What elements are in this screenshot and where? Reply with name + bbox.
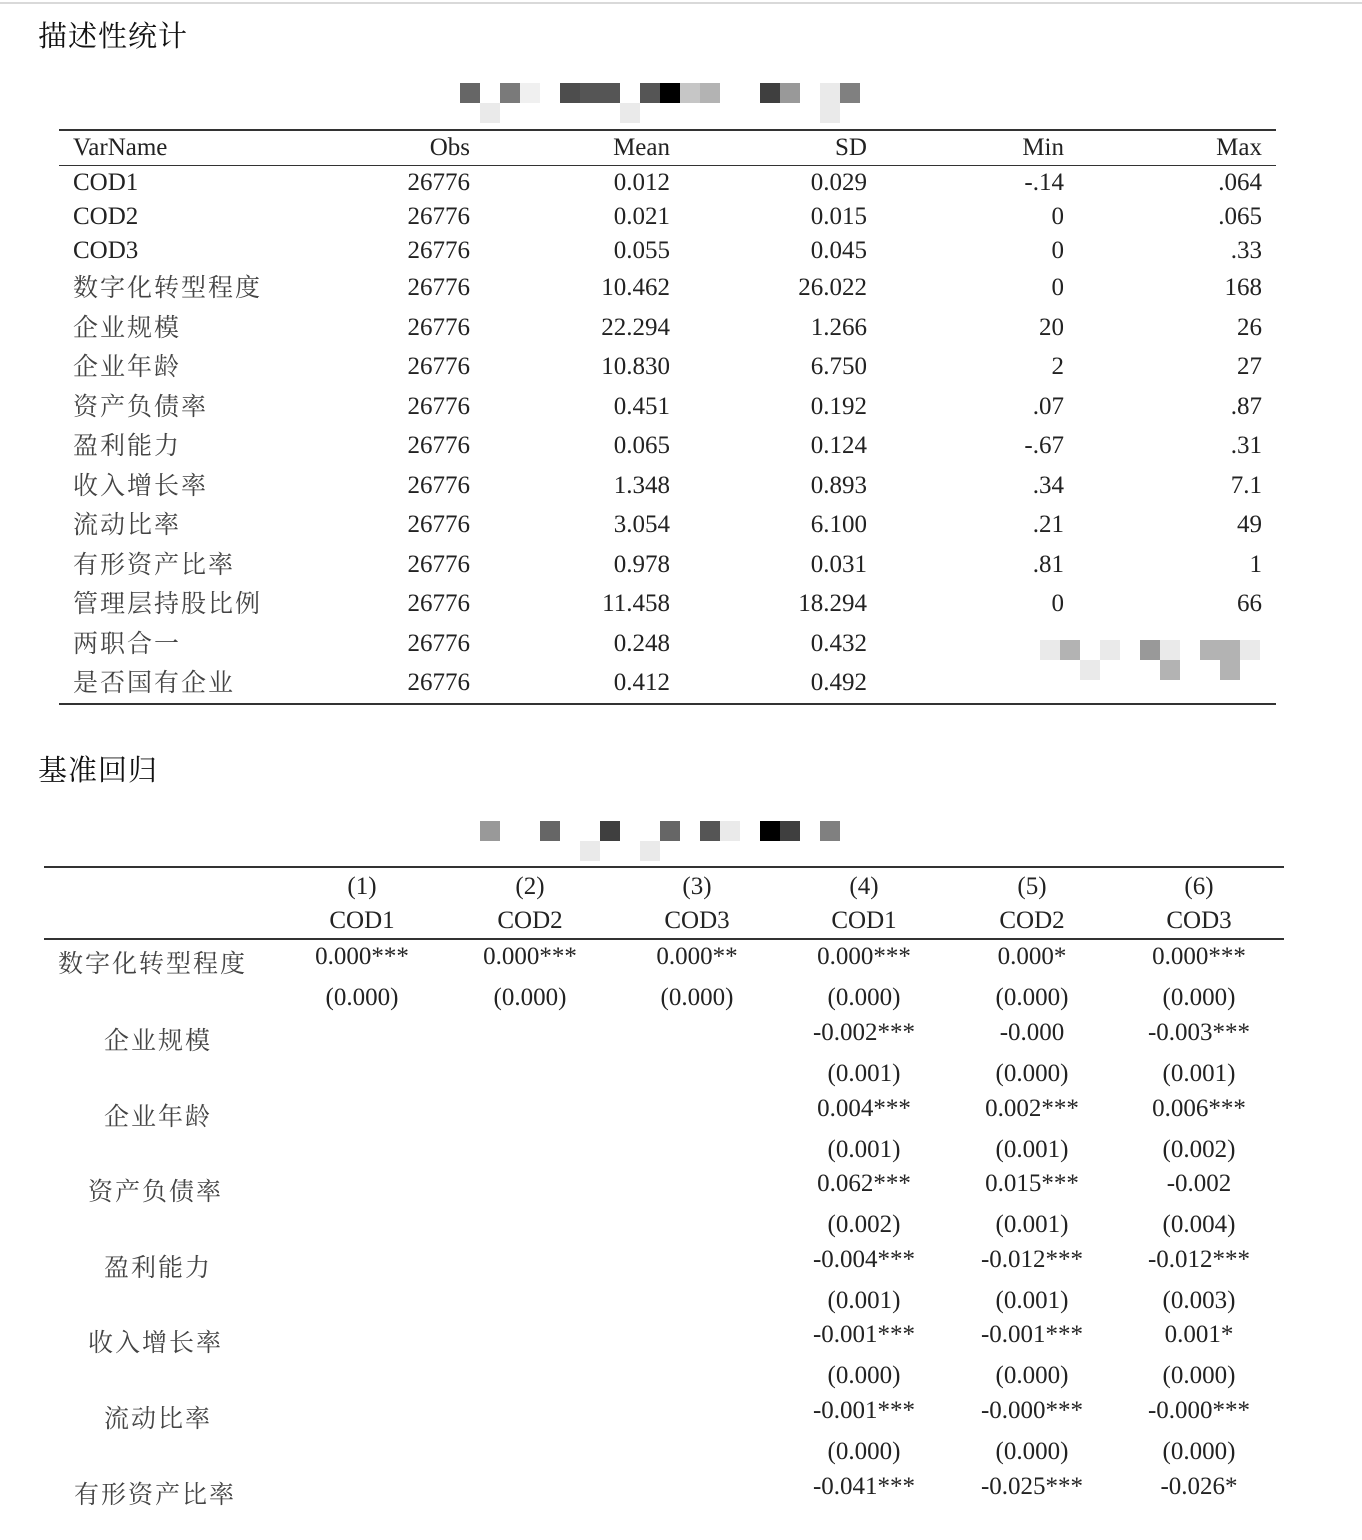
- mosaic-tile: [1100, 640, 1120, 660]
- mosaic-tile: [720, 821, 740, 841]
- mosaic-tile: [1040, 640, 1060, 660]
- section-title-regression: 基准回归: [38, 753, 159, 787]
- mosaic-tile: [660, 83, 680, 103]
- cell-mean: 0.451: [613, 392, 670, 420]
- cell-varname: 收入增长率: [73, 470, 209, 500]
- table-row: [59, 166, 1276, 200]
- mosaic-tile: [1060, 640, 1080, 660]
- coefficient-cell: -0.041***: [812, 1472, 916, 1500]
- table-row: [59, 200, 1276, 234]
- std-error-cell: (0.000): [827, 1362, 901, 1390]
- redacted-caption-2: [480, 818, 860, 858]
- table-row: [59, 347, 1276, 387]
- cell-min: 0: [1051, 274, 1064, 301]
- row-variable: 收入增长率: [88, 1328, 224, 1358]
- coefficient-cell: 0.000*: [997, 943, 1067, 970]
- row-variable: 企业年龄: [104, 1101, 213, 1131]
- cell-mean: 0.012: [613, 169, 670, 196]
- coefficient-cell: -0.003***: [1147, 1019, 1251, 1046]
- coefficient-cell: 0.000***: [1152, 943, 1246, 970]
- header-min: Min: [1022, 134, 1064, 161]
- mosaic-tile: [600, 83, 620, 103]
- std-error-cell: (0.003): [1162, 1286, 1236, 1314]
- cell-sd: 0.029: [810, 169, 867, 196]
- cell-min: -.67: [1024, 432, 1064, 459]
- cell-max: 7.1: [1230, 471, 1262, 499]
- mosaic-tile: [760, 821, 780, 841]
- cell-max: 66: [1237, 590, 1262, 617]
- mosaic-tile: [1080, 660, 1100, 680]
- column-number: (1): [347, 873, 377, 900]
- std-error-cell: (0.000): [660, 984, 734, 1011]
- std-error-cell: (0.001): [995, 1286, 1069, 1314]
- cell-max: .064: [1218, 169, 1262, 196]
- mosaic-tile: [640, 841, 660, 861]
- coefficient-cell: -0.025***: [980, 1472, 1084, 1500]
- cell-sd: 0.015: [810, 203, 867, 230]
- cell-min: .81: [1032, 550, 1064, 578]
- coefficient-cell: 0.062***: [817, 1170, 911, 1198]
- section-title-descriptive: 描述性统计: [38, 19, 189, 53]
- mosaic-tile: [600, 821, 620, 841]
- std-error-cell: (0.000): [1162, 1362, 1236, 1390]
- column-number: (3): [682, 873, 712, 900]
- mosaic-tile: [520, 83, 540, 103]
- mosaic-tile: [1220, 660, 1240, 680]
- coefficient-cell: -0.026*: [1160, 1472, 1238, 1500]
- table-row: [59, 387, 1276, 427]
- mosaic-tile: [580, 841, 600, 861]
- std-error-cell: (0.000): [1162, 984, 1236, 1011]
- cell-obs: 26776: [407, 590, 470, 617]
- mosaic-tile: [480, 103, 500, 123]
- cell-obs: 26776: [407, 511, 470, 538]
- cell-min: 2: [1051, 353, 1064, 380]
- mosaic-tile: [780, 83, 800, 103]
- cell-mean: 3.054: [613, 511, 670, 538]
- cell-sd: 6.750: [810, 353, 867, 380]
- cell-varname: 两职合一: [73, 628, 182, 658]
- mosaic-tile: [820, 821, 840, 841]
- row-variable: 企业规模: [104, 1026, 213, 1055]
- row-variable: 有形资产比率: [74, 1479, 237, 1509]
- table-row: [59, 505, 1276, 545]
- coefficient-cell: 0.000**: [656, 943, 738, 970]
- cell-sd: 18.294: [798, 590, 867, 617]
- coefficient-cell: -0.001***: [812, 1321, 916, 1349]
- cell-max: 27: [1237, 353, 1262, 380]
- cell-mean: 0.055: [613, 237, 670, 264]
- reg-header-row: [44, 868, 1284, 938]
- cell-mean: 0.065: [613, 432, 670, 459]
- cell-mean: 1.348: [613, 471, 670, 499]
- coefficient-cell: -0.002***: [812, 1019, 916, 1046]
- table-row: [59, 234, 1276, 268]
- cell-varname: 管理层持股比例: [73, 589, 263, 618]
- mosaic-tile: [560, 83, 580, 103]
- column-dependent-var: COD2: [497, 907, 563, 934]
- coefficient-cell: 0.001*: [1164, 1321, 1234, 1349]
- row-variable: 盈利能力: [104, 1252, 213, 1282]
- cell-sd: 0.045: [810, 237, 867, 264]
- mosaic-tile: [500, 83, 520, 103]
- column-number: (5): [1017, 873, 1047, 900]
- mosaic-tile: [840, 83, 860, 103]
- coefficient-cell: -0.000: [999, 1019, 1065, 1046]
- column-dependent-var: COD1: [329, 907, 395, 934]
- cell-obs: 26776: [407, 237, 470, 264]
- table-row: [59, 584, 1276, 624]
- header-sd: SD: [835, 134, 867, 161]
- table-row: [59, 466, 1276, 506]
- redacted-cells: [1040, 640, 1262, 685]
- cell-obs: 26776: [407, 274, 470, 301]
- mosaic-tile: [700, 821, 720, 841]
- coefficient-cell: 0.000***: [483, 943, 577, 970]
- std-error-cell: (0.000): [493, 984, 567, 1011]
- cell-varname: 企业规模: [73, 312, 182, 342]
- coefficient-cell: 0.004***: [817, 1094, 911, 1122]
- mosaic-tile: [1220, 640, 1240, 660]
- reg-body: [44, 940, 1284, 1540]
- cell-min: 0: [1051, 203, 1064, 230]
- cell-sd: 0.492: [810, 669, 867, 696]
- coefficient-cell: 0.006***: [1152, 1094, 1246, 1122]
- cell-varname: COD3: [73, 237, 139, 264]
- table-header-row: [59, 131, 1276, 165]
- row-variable: 流动比率: [104, 1404, 213, 1433]
- cell-sd: 1.266: [810, 313, 867, 341]
- cell-max: 1: [1249, 550, 1262, 578]
- header-max: Max: [1216, 134, 1262, 161]
- mosaic-tile: [580, 83, 600, 103]
- cell-mean: 22.294: [601, 313, 670, 341]
- cell-min: .34: [1032, 471, 1064, 499]
- mosaic-tile: [460, 83, 480, 103]
- coefficient-cell: -0.001***: [812, 1397, 916, 1424]
- cell-sd: 26.022: [798, 274, 867, 301]
- table-row: [59, 545, 1276, 585]
- mosaic-tile: [1240, 640, 1260, 660]
- std-error-cell: (0.000): [995, 1060, 1069, 1087]
- cell-varname: 资产负债率: [73, 391, 209, 421]
- cell-max: 49: [1237, 511, 1262, 538]
- column-number: (2): [515, 873, 545, 900]
- coefficient-cell: 0.002***: [985, 1094, 1079, 1122]
- cell-mean: 0.978: [613, 550, 670, 578]
- table-row: [59, 308, 1276, 348]
- std-error-cell: (0.002): [1162, 1135, 1236, 1163]
- std-error-cell: (0.004): [1162, 1211, 1236, 1239]
- cell-varname: 是否国有企业: [73, 668, 236, 697]
- mosaic-tile: [680, 83, 700, 103]
- cell-varname: 有形资产比率: [73, 549, 236, 579]
- cell-max: .33: [1230, 237, 1262, 264]
- mosaic-tile: [480, 821, 500, 841]
- row-variable: 资产负债率: [88, 1177, 224, 1207]
- coefficient-cell: -0.001***: [980, 1321, 1084, 1349]
- std-error-cell: (0.001): [995, 1211, 1069, 1239]
- cell-obs: 26776: [407, 203, 470, 230]
- std-error-cell: (0.001): [995, 1135, 1069, 1163]
- cell-mean: 0.412: [613, 669, 670, 696]
- coefficient-cell: 0.000***: [315, 943, 409, 970]
- cell-sd: 0.031: [810, 550, 867, 578]
- mosaic-tile: [700, 83, 720, 103]
- mosaic-tile: [820, 83, 840, 103]
- header-mean: Mean: [613, 134, 670, 161]
- cell-max: .065: [1218, 203, 1262, 230]
- cell-obs: 26776: [407, 432, 470, 459]
- cell-obs: 26776: [407, 669, 470, 696]
- coefficient-cell: -0.000***: [980, 1397, 1084, 1424]
- cell-min: 20: [1039, 313, 1064, 341]
- std-error-cell: (0.000): [325, 984, 399, 1011]
- coefficient-cell: -0.012***: [1147, 1245, 1251, 1273]
- mosaic-tile: [1160, 640, 1180, 660]
- coefficient-cell: 0.000***: [817, 943, 911, 970]
- cell-obs: 26776: [407, 392, 470, 420]
- std-error-cell: (0.002): [827, 1211, 901, 1239]
- coefficient-cell: -0.000***: [1147, 1397, 1251, 1424]
- descriptive-stats-table: [59, 129, 1276, 705]
- mosaic-tile: [1140, 640, 1160, 660]
- cell-min: .07: [1032, 392, 1064, 420]
- table-row: [59, 268, 1276, 308]
- cell-min: 0: [1051, 237, 1064, 264]
- mosaic-tile: [620, 103, 640, 123]
- cell-max: .87: [1230, 392, 1262, 420]
- mosaic-tile: [760, 83, 780, 103]
- cell-obs: 26776: [407, 629, 470, 657]
- std-error-cell: (0.000): [995, 1438, 1069, 1465]
- cell-varname: COD2: [73, 203, 139, 230]
- std-error-cell: (0.000): [827, 1438, 901, 1465]
- std-error-cell: (0.000): [1162, 1438, 1236, 1465]
- cell-obs: 26776: [407, 353, 470, 380]
- coefficient-cell: -0.004***: [812, 1245, 916, 1273]
- coefficient-cell: -0.012***: [980, 1245, 1084, 1273]
- cell-varname: 流动比率: [73, 510, 182, 539]
- cell-obs: 26776: [407, 550, 470, 578]
- row-variable: 数字化转型程度: [58, 949, 248, 978]
- cell-min: -.14: [1024, 169, 1064, 196]
- cell-max: .31: [1230, 432, 1262, 459]
- cell-min: 0: [1051, 590, 1064, 617]
- cell-mean: 0.248: [613, 629, 670, 657]
- mosaic-tile: [1200, 640, 1220, 660]
- column-number: (6): [1184, 873, 1214, 900]
- table-body: [59, 166, 1276, 703]
- cell-mean: 11.458: [602, 590, 670, 617]
- cell-mean: 10.830: [601, 353, 670, 380]
- cell-sd: 0.893: [810, 471, 867, 499]
- header-varname: VarName: [73, 134, 168, 161]
- cell-sd: 0.192: [810, 392, 867, 420]
- cell-sd: 6.100: [810, 511, 867, 538]
- std-error-cell: (0.000): [827, 984, 901, 1011]
- cell-varname: COD1: [73, 169, 139, 196]
- cell-varname: 企业年龄: [73, 352, 182, 381]
- column-dependent-var: COD3: [1166, 907, 1232, 934]
- header-obs: Obs: [429, 134, 470, 161]
- std-error-cell: (0.001): [827, 1060, 901, 1087]
- cell-min: .21: [1032, 511, 1064, 538]
- mosaic-tile: [780, 821, 800, 841]
- mosaic-tile: [640, 83, 660, 103]
- std-error-cell: (0.000): [995, 1362, 1069, 1390]
- cell-varname: 盈利能力: [73, 431, 182, 460]
- coefficient-cell: -0.002: [1166, 1170, 1232, 1198]
- table-row: [59, 426, 1276, 466]
- mosaic-tile: [1160, 660, 1180, 680]
- table-bottom-rule: [59, 703, 1276, 705]
- regression-table: [44, 866, 1284, 1540]
- std-error-cell: (0.001): [827, 1286, 901, 1314]
- redacted-caption-1: [460, 80, 880, 120]
- coefficient-cell: 0.015***: [985, 1170, 1079, 1198]
- std-error-cell: (0.000): [995, 984, 1069, 1011]
- cell-mean: 10.462: [601, 274, 670, 301]
- top-divider: [0, 2, 1362, 4]
- cell-sd: 0.432: [810, 629, 867, 657]
- mosaic-tile: [820, 103, 840, 123]
- column-dependent-var: COD3: [664, 907, 730, 934]
- cell-obs: 26776: [407, 471, 470, 499]
- cell-obs: 26776: [407, 313, 470, 341]
- std-error-cell: (0.001): [827, 1135, 901, 1163]
- mosaic-tile: [660, 821, 680, 841]
- cell-max: 168: [1224, 274, 1262, 301]
- mosaic-tile: [540, 821, 560, 841]
- cell-mean: 0.021: [613, 203, 670, 230]
- cell-sd: 0.124: [810, 432, 867, 459]
- std-error-cell: (0.001): [1162, 1060, 1236, 1087]
- column-dependent-var: COD1: [831, 907, 897, 934]
- cell-max: 26: [1237, 313, 1262, 341]
- column-dependent-var: COD2: [999, 907, 1065, 934]
- cell-obs: 26776: [407, 169, 470, 196]
- column-number: (4): [849, 873, 879, 900]
- cell-varname: 数字化转型程度: [73, 273, 263, 302]
